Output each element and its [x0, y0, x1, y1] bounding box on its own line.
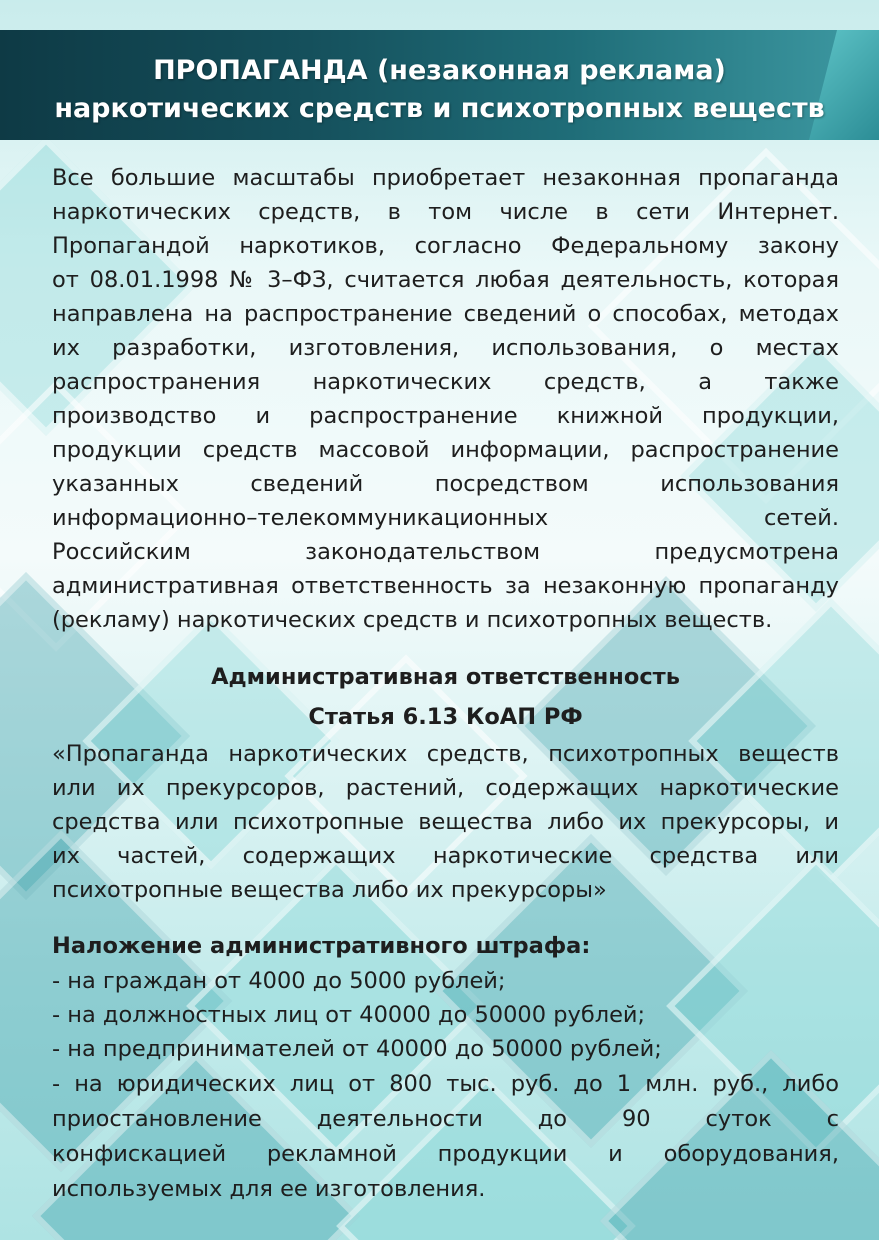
intro-line: информационно–телекоммуникационных сетей. — [52, 505, 839, 531]
fine-item: - на должностных лиц от 40000 до 50000 рублей; — [52, 1002, 646, 1028]
intro-line: наркотических средств, в том числе в сети Интернет. — [52, 199, 839, 225]
intro-line: от 08.01.1998 № 3–ФЗ, считается любая деятельность, которая — [52, 267, 839, 293]
intro-line: административная ответственность за незаконную пропаганду — [52, 573, 839, 599]
intro-line: продукции средств массовой информации, распространение — [52, 437, 839, 463]
intro-line: (рекламу) наркотических средств и психотропных веществ. — [52, 607, 773, 633]
fine-item: приостановление деятельности до 90 суток с — [52, 1106, 839, 1132]
quote-line: психотропные вещества либо их прекурсоры» — [52, 877, 607, 903]
title-line-2: наркотических средств и психотропных веществ — [54, 93, 825, 124]
intro-line: указанных сведений посредством использования — [52, 471, 839, 497]
intro-line: направлена на распространение сведений о способах, методах — [52, 301, 839, 327]
article-heading: Статья 6.13 КоАП РФ — [308, 704, 583, 730]
intro-line: их разработки, изготовления, использования, о местах — [52, 335, 839, 361]
fine-item: - на юридических лиц от 800 тыс. руб. до 1 млн. руб., либо — [52, 1071, 839, 1097]
intro-line: Российским законодательством предусмотрена — [52, 539, 839, 565]
intro-line: производство и распространение книжной продукции, — [52, 403, 839, 429]
intro-line: Пропагандой наркотиков, согласно Федеральному закону — [52, 233, 839, 259]
intro-line: распространения наркотических средств, а также — [52, 369, 839, 395]
title-line-1: ПРОПАГАНДА (незаконная реклама) — [153, 55, 726, 86]
intro-line: Все большие масштабы приобретает незаконная пропаганда — [52, 165, 839, 191]
responsibility-heading: Административная ответственность — [211, 664, 680, 690]
quote-line: «Пропаганда наркотических средств, психотропных веществ — [52, 741, 839, 767]
fine-item: конфискацией рекламной продукции и оборудования, — [52, 1141, 839, 1167]
fine-item: - на предпринимателей от 40000 до 50000 рублей; — [52, 1036, 662, 1062]
fine-item: используемых для ее изготовления. — [52, 1176, 486, 1202]
fine-item: - на граждан от 4000 до 5000 рублей; — [52, 968, 506, 994]
quote-line: их частей, содержащих наркотические средства или — [52, 843, 839, 869]
quote-line: или их прекурсоров, растений, содержащих наркотические — [52, 775, 839, 801]
quote-line: средства или психотропные вещества либо их прекурсоры, и — [52, 809, 839, 835]
fines-heading: Наложение административного штрафа: — [52, 933, 591, 959]
